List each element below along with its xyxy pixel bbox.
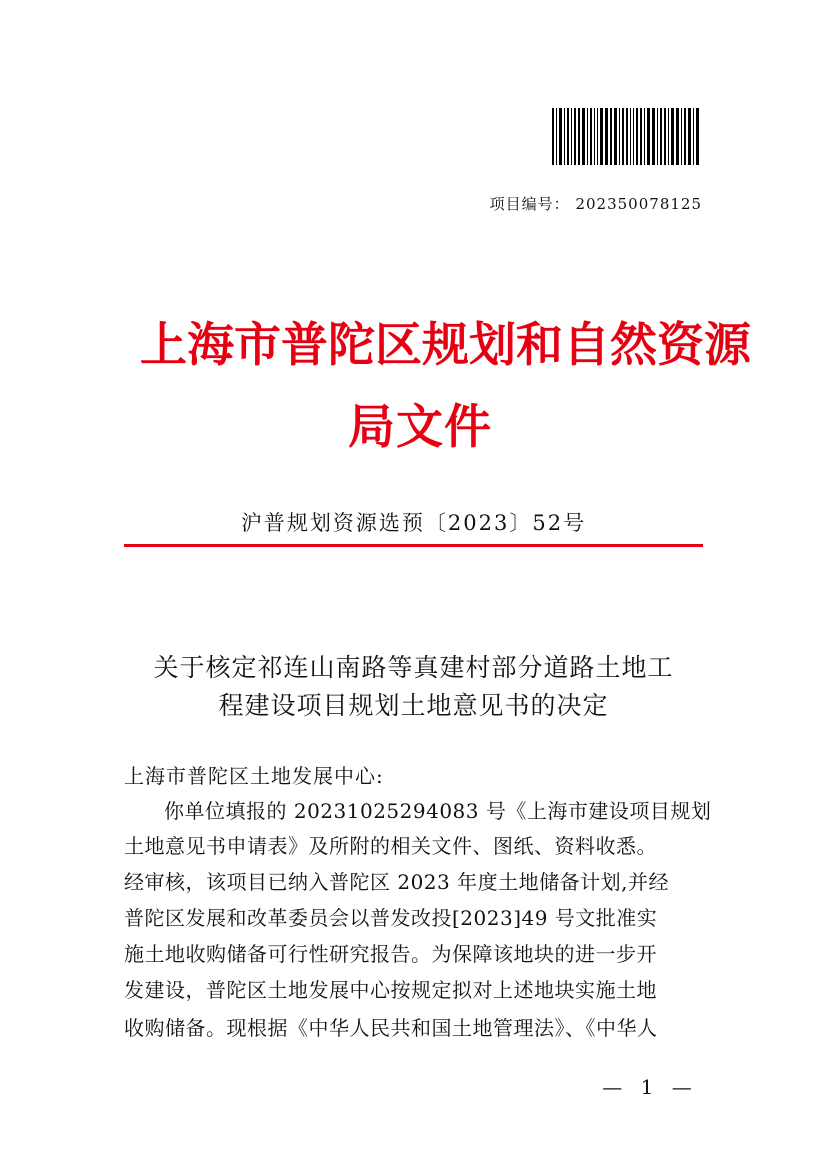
barcode-bar xyxy=(636,108,638,165)
subject-line-1: 关于核定祁连山南路等真建村部分道路土地工 xyxy=(153,653,674,682)
project-number-value: 202350078125 xyxy=(575,195,702,213)
body-line: 发建设，普陀区土地发展中心按规定拟对上述地块实施土地 xyxy=(124,978,657,1002)
barcode-bar xyxy=(614,108,617,165)
body-line: 普陀区发展和改革委员会以普发改投[2023]49 号文批准实 xyxy=(124,906,658,930)
barcode-bar xyxy=(574,108,576,165)
project-number-label: 项目编号： xyxy=(489,195,570,213)
barcode-bar xyxy=(664,108,666,165)
document-number: 沪普规划资源选预〔2023〕52号 xyxy=(240,511,587,535)
barcode-bar xyxy=(622,108,624,165)
barcode-bar xyxy=(652,108,655,165)
barcode-bar xyxy=(567,108,569,165)
masthead-line-1: 上海市普陀区规划和自然资源 xyxy=(140,318,751,373)
barcode-bar xyxy=(559,108,562,165)
barcode-bar xyxy=(626,108,628,165)
barcode-bar xyxy=(668,108,669,165)
red-divider xyxy=(124,544,703,547)
barcode-bar xyxy=(693,108,694,165)
barcode-bar xyxy=(582,108,585,165)
barcode-bar xyxy=(647,108,650,165)
body-line: 经审核，该项目已纳入普陀区 2023 年度土地储备计划,并经 xyxy=(124,870,669,894)
barcode xyxy=(552,108,701,165)
subject-line-2: 程建设项目规划土地意见书的决定 xyxy=(218,691,609,720)
barcode-bar xyxy=(578,108,580,165)
barcode-bar xyxy=(684,108,686,165)
barcode-bar xyxy=(600,108,603,165)
barcode-bar xyxy=(619,108,620,165)
barcode-bar xyxy=(564,108,565,165)
barcode-bar xyxy=(688,108,691,165)
body-line: 收购储备。现根据《中华人民共和国土地管理法》、《中华人 xyxy=(124,1016,658,1040)
barcode-bar xyxy=(644,108,645,165)
barcode-bar xyxy=(597,108,598,165)
barcode-bar xyxy=(571,108,572,165)
barcode-bar xyxy=(630,108,631,165)
barcode-bar xyxy=(640,108,642,165)
body-line: 你单位填报的 20231025294083 号《上海市建设项目规划 xyxy=(164,799,712,823)
barcode-bar xyxy=(633,108,634,165)
barcode-bar xyxy=(696,108,699,165)
barcode-bar xyxy=(676,108,679,165)
addressee: 上海市普陀区土地发展中心: xyxy=(124,764,384,788)
masthead-line-2: 局文件 xyxy=(348,400,492,455)
barcode-bar xyxy=(660,108,662,165)
barcode-bar xyxy=(681,108,682,165)
barcode-bar xyxy=(657,108,658,165)
body-line: 施土地收购储备可行性研究报告。为保障该地块的进一步开 xyxy=(124,942,657,966)
barcode-bar xyxy=(587,108,588,165)
barcode-bar xyxy=(594,108,595,165)
barcode-bar xyxy=(552,108,554,165)
barcode-bar xyxy=(556,108,557,165)
body-line: 土地意见书申请表》及所附的相关文件、图纸、资料收悉。 xyxy=(124,834,657,858)
barcode-bar xyxy=(605,108,608,165)
barcode-bar xyxy=(671,108,674,165)
project-number-line xyxy=(470,193,702,214)
barcode-bar xyxy=(610,108,612,165)
page-number: — 1 — xyxy=(602,1075,698,1099)
barcode-bar xyxy=(590,108,592,165)
